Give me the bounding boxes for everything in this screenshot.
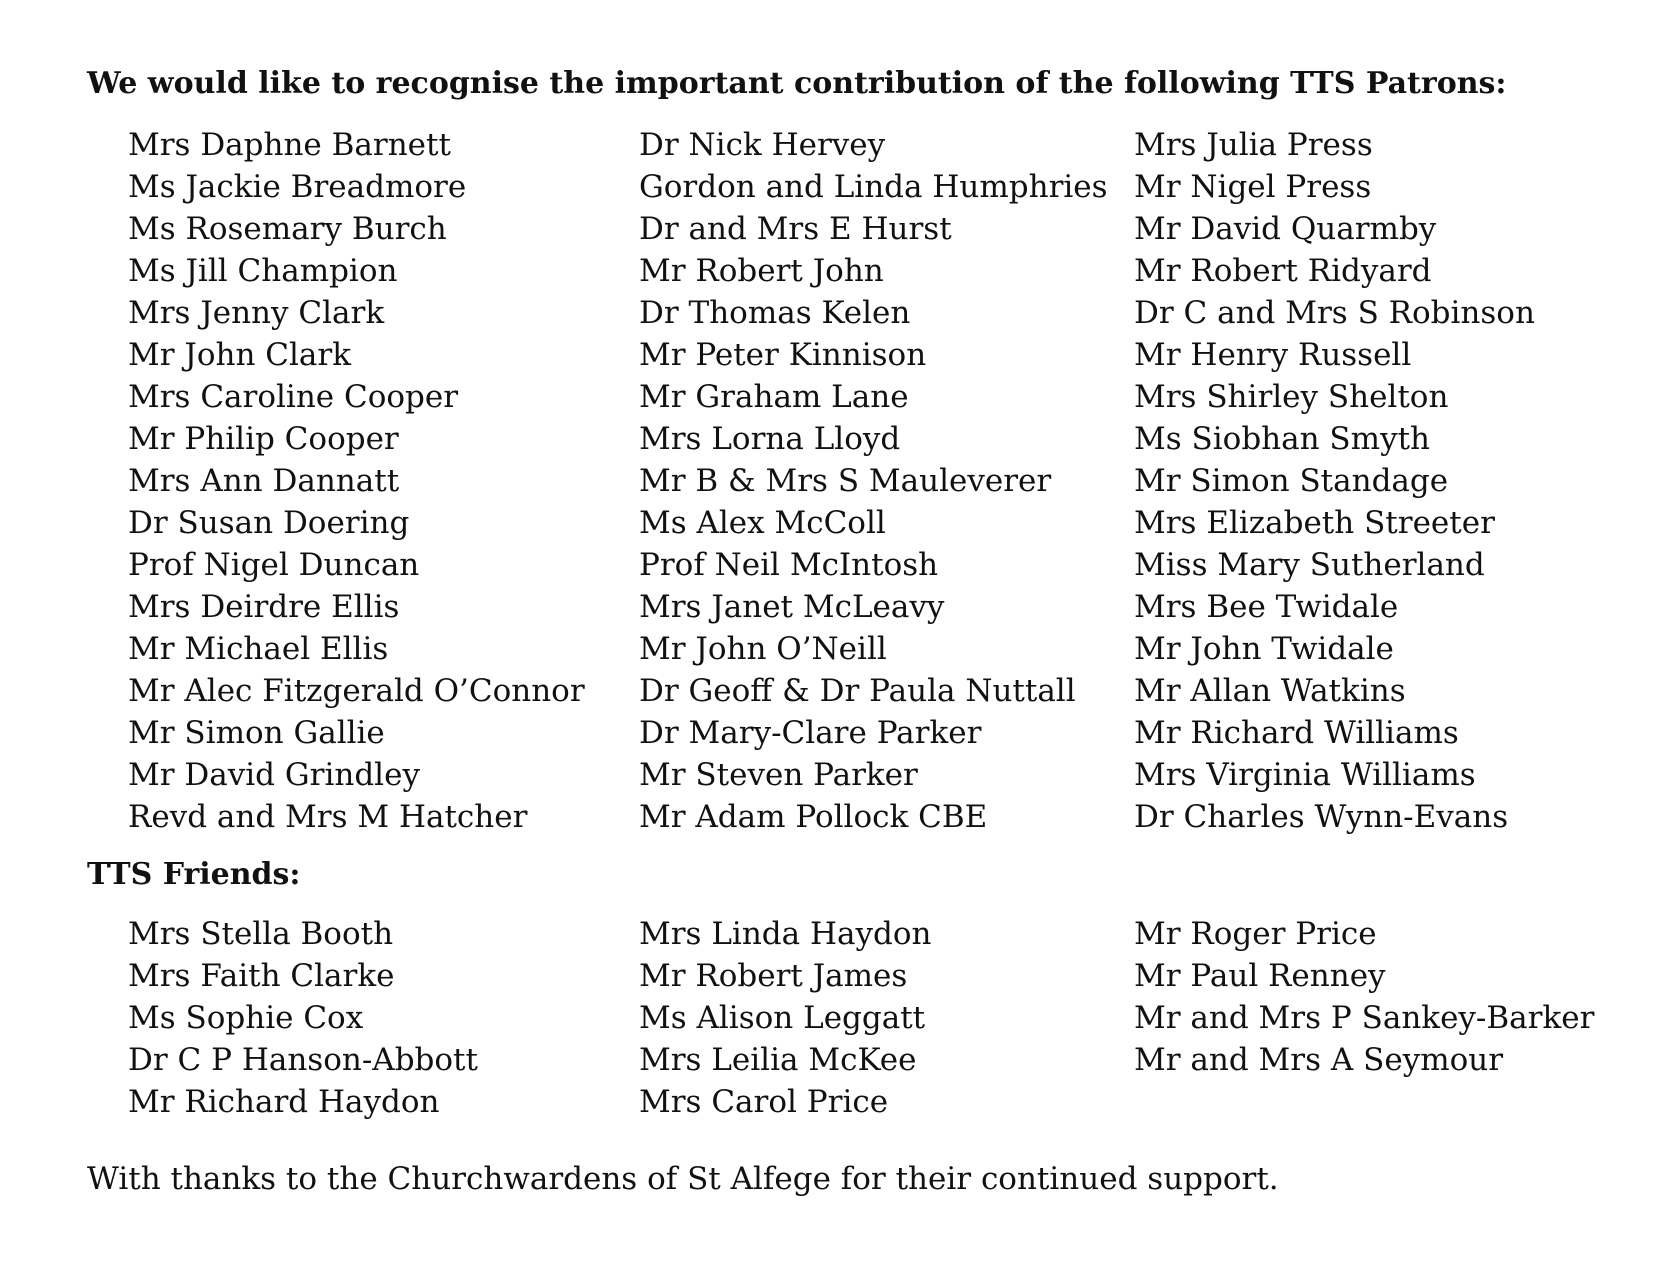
patron-name: Ms Rosemary Burch [128,211,447,247]
patron-name: Dr Charles Wynn-Evans [1134,799,1509,835]
patron-name: Prof Neil McIntosh [639,547,939,583]
patrons-column-1 [128,124,585,838]
patron-name: Mr Peter Kinnison [639,337,927,373]
patron-name: Dr and Mrs E Hurst [639,211,952,247]
friend-name: Mr and Mrs A Seymour [1134,1042,1504,1078]
patron-name: Mr Nigel Press [1134,169,1372,205]
patron-name: Mr John Twidale [1134,631,1394,667]
friend-name: Mr Robert James [639,958,908,994]
patron-name: Mr Robert Ridyard [1134,253,1432,289]
patron-name: Mr Adam Pollock CBE [639,799,988,835]
friends-column-1 [128,913,478,1123]
patron-name: Mr John Clark [128,337,352,373]
patron-name: Ms Siobhan Smyth [1134,421,1430,457]
patrons-heading: We would like to recognise the important contribution of the following TTS Patrons: [87,66,1507,101]
friends-column-3 [1134,913,1594,1081]
patron-name: Ms Jackie Breadmore [128,169,467,205]
patron-name: Mr Graham Lane [639,379,909,415]
patron-name: Dr Mary-Clare Parker [639,715,982,751]
patrons-column-2 [639,124,1108,838]
patron-name: Mr Allan Watkins [1134,673,1406,709]
patron-name: Mrs Janet McLeavy [639,589,945,625]
patron-name: Mr B & Mrs S Mauleverer [639,463,1052,499]
friend-name: Mr Roger Price [1134,916,1377,952]
patron-name: Dr C and Mrs S Robinson [1134,295,1535,331]
friend-name: Mrs Stella Booth [128,916,394,952]
friends-column-2 [639,913,931,1123]
patron-name: Mrs Lorna Lloyd [639,421,901,457]
friend-name: Mrs Faith Clarke [128,958,395,994]
patron-name: Dr Susan Doering [128,505,410,541]
patron-name: Mrs Shirley Shelton [1134,379,1449,415]
patron-name: Mrs Bee Twidale [1134,589,1399,625]
patron-name: Mr Alec Fitzgerald O’Connor [128,673,585,709]
patron-name: Mrs Deirdre Ellis [128,589,400,625]
patron-name: Mrs Jenny Clark [128,295,385,331]
patrons-column-3 [1134,124,1535,838]
friend-name: Mr Richard Haydon [128,1084,440,1120]
friend-name: Dr C P Hanson-Abbott [128,1042,478,1078]
patron-name: Mr Philip Cooper [128,421,399,457]
patron-name: Mr Robert John [639,253,884,289]
patron-name: Dr Thomas Kelen [639,295,911,331]
friend-name: Mr Paul Renney [1134,958,1386,994]
patron-name: Miss Mary Sutherland [1134,547,1485,583]
patron-name: Mrs Virginia Williams [1134,757,1476,793]
thanks-note: With thanks to the Churchwardens of St Alfege for their continued support. [87,1161,1279,1197]
friend-name: Ms Alison Leggatt [639,1000,926,1036]
patron-name: Mr David Grindley [128,757,420,793]
patron-name: Dr Nick Hervey [639,127,886,163]
friend-name: Mr and Mrs P Sankey-Barker [1134,1000,1595,1036]
patron-name: Mr Simon Gallie [128,715,385,751]
patron-name: Revd and Mrs M Hatcher [128,799,528,835]
patron-name: Mr Michael Ellis [128,631,389,667]
patron-name: Mr Steven Parker [639,757,918,793]
patron-name: Mr John O’Neill [639,631,887,667]
patron-name: Mr Simon Standage [1134,463,1449,499]
patron-name: Ms Alex McColl [639,505,886,541]
patron-name: Mrs Julia Press [1134,127,1373,163]
patron-name: Mrs Ann Dannatt [128,463,400,499]
patron-name: Mrs Elizabeth Streeter [1134,505,1495,541]
patron-name: Mrs Caroline Cooper [128,379,459,415]
friend-name: Ms Sophie Cox [128,1000,364,1036]
patron-name: Dr Geoff & Dr Paula Nuttall [639,673,1076,709]
patron-name: Prof Nigel Duncan [128,547,420,583]
patron-name: Gordon and Linda Humphries [639,169,1108,205]
friend-name: Mrs Leilia McKee [639,1042,917,1078]
friends-heading: TTS Friends: [87,857,301,892]
patron-name: Mr David Quarmby [1134,211,1437,247]
friend-name: Mrs Carol Price [639,1084,889,1120]
patron-name: Ms Jill Champion [128,253,398,289]
patron-name: Mr Richard Williams [1134,715,1459,751]
friend-name: Mrs Linda Haydon [639,916,932,952]
patron-name: Mrs Daphne Barnett [128,127,451,163]
patron-name: Mr Henry Russell [1134,337,1412,373]
